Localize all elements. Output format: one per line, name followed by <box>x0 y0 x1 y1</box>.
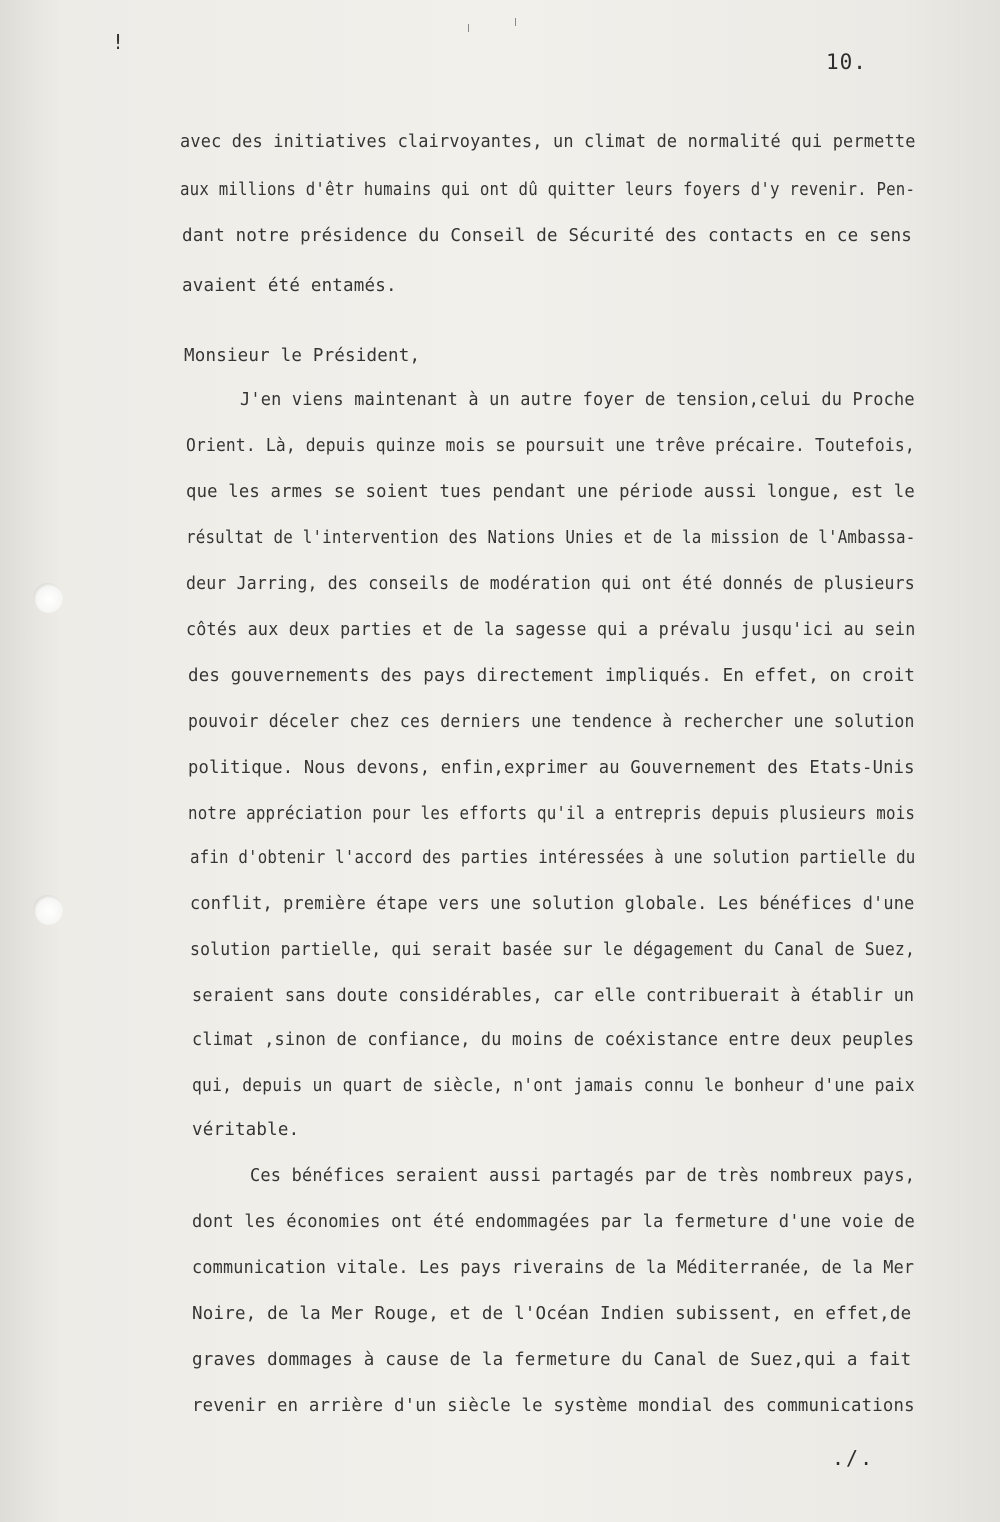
text-line: graves dommages à cause de la fermeture du Canal de Suez,qui a fait <box>192 1350 912 1370</box>
text-line: que les armes se soient tues pendant une période aussi longue, est le <box>186 482 915 502</box>
punch-hole <box>33 583 63 613</box>
text-line: conflit, première étape vers une solution globale. Les bénéfices d'une <box>190 894 915 914</box>
text-line: afin d'obtenir l'accord des parties intéressées à une solution partielle du <box>190 848 916 868</box>
stray-mark <box>468 24 469 32</box>
text-line: avec des initiatives clairvoyantes, un climat de normalité qui permette <box>180 132 916 152</box>
text-line: dant notre présidence du Conseil de Sécurité des contacts en ce sens <box>182 226 913 246</box>
text-line: Noire, de la Mer Rouge, et de l'Océan Indien subissent, en effet,de <box>192 1304 912 1324</box>
continuation-mark: ./. <box>832 1446 875 1470</box>
text-line: qui, depuis un quart de siècle, n'ont jamais connu le bonheur d'une paix <box>192 1076 915 1096</box>
punch-hole <box>33 895 63 925</box>
text-line: Ces bénéfices seraient aussi partagés par de très nombreux pays, <box>250 1166 916 1186</box>
salutation: Monsieur le Président, <box>184 346 421 366</box>
text-line: véritable. <box>192 1120 300 1140</box>
text-line: revenir en arrière d'un siècle le système mondial des communications <box>192 1396 915 1416</box>
text-line: dont les économies ont été endommagées par la fermeture d'une voie de <box>192 1212 916 1232</box>
text-line: Orient. Là, depuis quinze mois se poursuit une trêve précaire. Toutefois, <box>186 436 915 456</box>
text-line: côtés aux deux parties et de la sagesse qui a prévalu jusqu'ici au sein <box>186 620 916 640</box>
text-line: résultat de l'intervention des Nations Unies et de la mission de l'Ambassa- <box>186 528 916 548</box>
text-line: J'en viens maintenant à un autre foyer de tension,celui du Proche <box>240 390 915 410</box>
text-line: solution partielle, qui serait basée sur le dégagement du Canal de Suez, <box>190 940 916 960</box>
text-line: communication vitale. Les pays riverains de la Méditerranée, de la Mer <box>192 1258 915 1278</box>
text-line: pouvoir déceler chez ces derniers une tendence à rechercher une solution <box>188 712 915 732</box>
text-line: des gouvernements des pays directement impliqués. En effet, on croit <box>188 666 916 686</box>
text-line: seraient sans doute considérables, car elle contribuerait à établir un <box>192 986 915 1006</box>
page-number: 10. <box>826 50 867 74</box>
text-line: avaient été entamés. <box>182 276 397 296</box>
stray-mark <box>515 18 516 26</box>
margin-mark: ! <box>112 30 125 54</box>
text-line: climat ,sinon de confiance, du moins de coéxistance entre deux peuples <box>192 1030 915 1050</box>
text-line: aux millions d'êtr humains qui ont dû quitter leurs foyers d'y revenir. Pen- <box>180 180 916 200</box>
text-line: politique. Nous devons, enfin,exprimer au Gouvernement des Etats-Unis <box>188 758 915 778</box>
text-line: notre appréciation pour les efforts qu'il a entrepris depuis plusieurs mois <box>188 804 916 824</box>
text-line: deur Jarring, des conseils de modération qui ont été donnés de plusieurs <box>186 574 915 594</box>
